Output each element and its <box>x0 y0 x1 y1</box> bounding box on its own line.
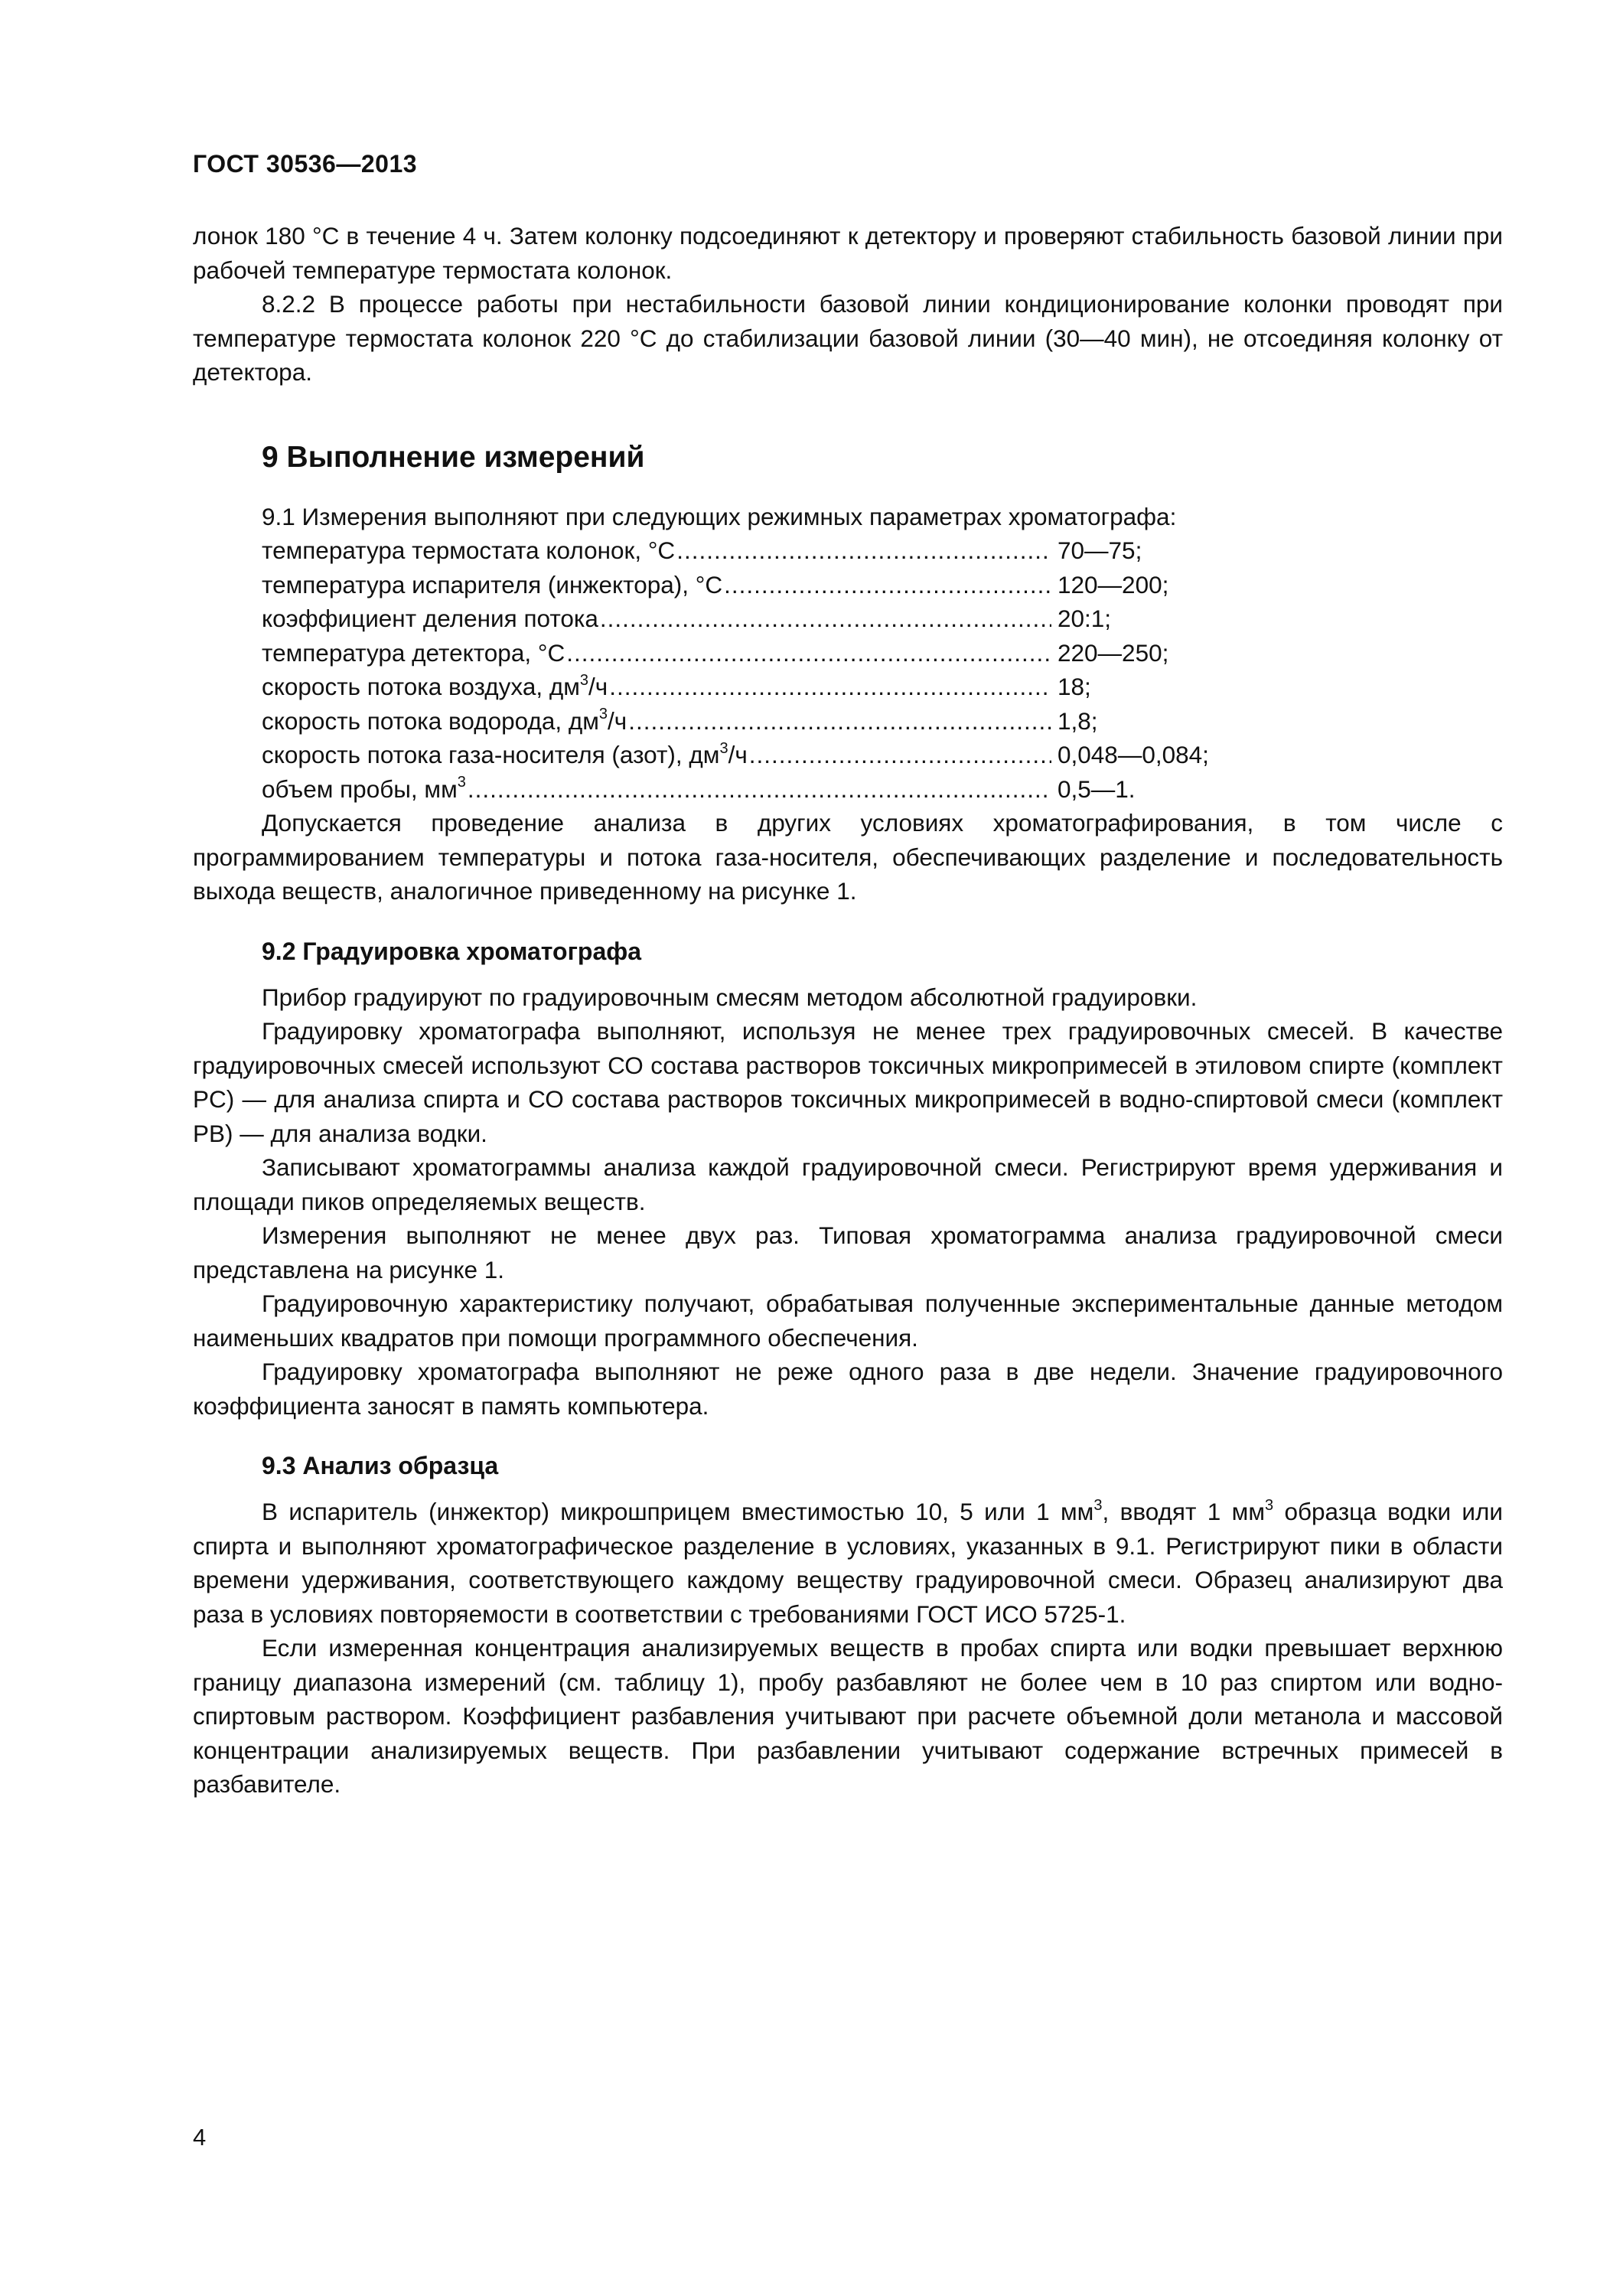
parameter-label-text: температура термостата колонок, °С <box>262 536 676 564</box>
parameter-value: 220—250; <box>1058 638 1169 667</box>
parameter-label <box>262 568 722 602</box>
parameter-row <box>262 738 1241 772</box>
dot-leader <box>724 568 1051 602</box>
dot-leader <box>600 602 1051 636</box>
parameter-label-text: температура детектора, °С <box>262 638 565 667</box>
parameter-label <box>262 533 675 568</box>
parameter-value: 0,5—1. <box>1058 775 1136 803</box>
parameter-row <box>262 602 1241 636</box>
text-segment: В испаритель (инжектор) микрошприцем вместимостью 10, 5 или 1 мм <box>262 1498 1094 1525</box>
paragraph-9-2-5: Градуировочную характеристику получают, обрабатывая полученные экспериментальные данные методом наименьших квадратов при помощи программного обеспечения. <box>193 1290 1503 1352</box>
paragraph-9-2-3: Записывают хроматограммы анализа каждой градуировочной смеси. Регистрируют время удерживания и площади пиков определяемых веществ. <box>193 1153 1503 1215</box>
dot-leader <box>468 772 1051 807</box>
parameter-label-tail: /ч <box>588 673 608 700</box>
parameter-label-text: коэффициент деления потока <box>262 605 598 632</box>
parameter-label-superscript: 3 <box>579 671 589 689</box>
dot-leader <box>609 670 1051 704</box>
parameter-row <box>262 670 1241 704</box>
parameter-label-superscript: 3 <box>719 739 728 757</box>
section-9-2-title: 9.2 Градуировка хроматографа <box>262 937 642 965</box>
parameter-list <box>262 533 1241 806</box>
parameter-row <box>262 636 1241 670</box>
parameter-label <box>262 772 466 807</box>
parameter-label <box>262 738 748 772</box>
standard-header: ГОСТ 30536—2013 <box>193 150 418 178</box>
paragraph-9-2-2: Градуировку хроматографа выполняют, используя не менее трех градуировочных смесей. В качестве градуировочных смесей используют СО состава растворов токсичных микропримесей в этиловом спирте (комплект PC) — для анализа спирта и СО состава растворов токсичных микропримесей в водно-спиртовой смеси (комплект РВ) — для анализа водки. <box>193 1017 1503 1147</box>
parameter-label <box>262 704 627 739</box>
paragraph-continuation: лонок 180 °С в течение 4 ч. Затем колонку подсоединяют к детектору и проверяют стабильность базовой линии при рабочей температуре термостата колонок. <box>193 222 1503 284</box>
paragraph-8-2-2: 8.2.2 В процессе работы при нестабильности базовой линии кондиционирование колонки проводят при температуре термостата колонок 220 °С до стабилизации базовой линии (30—40 мин), не отсоединяя колонку от детектора. <box>193 290 1503 386</box>
parameter-row <box>262 772 1241 807</box>
parameter-value: 20:1; <box>1058 605 1112 632</box>
paragraph-9-1-intro: 9.1 Измерения выполняют при следующих режимных параметрах хроматографа: <box>262 502 1177 530</box>
parameter-label <box>262 670 608 704</box>
section-9-3-title: 9.3 Анализ образца <box>262 1452 499 1479</box>
paragraph-9-3-1 <box>193 1495 1503 1631</box>
section-9-title: 9 Выполнение измерений <box>262 440 645 474</box>
document-body <box>193 219 1503 1802</box>
dot-leader <box>628 704 1051 739</box>
text-segment: образца водки или спирта и выполняют хроматографическое разделение в условиях, указанных в 9.1. Регистрируют пики в области времени удерживания, соответствующего каждому веществу градуировочной смеси. Образец анализируют два раза в условиях повторяемости в соответствии с требованиями ГОСТ ИСО 5725-1. <box>193 1498 1504 1628</box>
parameter-value: 0,048—0,084; <box>1058 741 1209 768</box>
parameter-row <box>262 704 1241 739</box>
parameter-label-tail: /ч <box>608 706 627 735</box>
parameter-row <box>262 568 1241 602</box>
parameter-value: 18; <box>1058 673 1091 700</box>
superscript: 3 <box>1093 1496 1103 1514</box>
parameter-label-text: скорость потока водорода, дм <box>262 706 599 735</box>
superscript: 3 <box>1264 1496 1274 1514</box>
parameter-label-superscript: 3 <box>457 774 466 791</box>
parameter-value: 120—200; <box>1058 570 1169 598</box>
parameter-label-text: объем пробы, мм <box>262 775 458 803</box>
parameter-label-text: температура испарителя (инжектора), °С <box>262 570 723 598</box>
parameter-value: 70—75; <box>1058 536 1142 564</box>
dot-leader <box>566 636 1051 670</box>
parameter-value: 1,8; <box>1058 706 1098 735</box>
paragraph-9-3-2: Если измеренная концентрация анализируемых веществ в пробах спирта или водки превышает верхнюю границу диапазона измерений (см. таблицу 1), пробу разбавляют не более чем в 10 раз спиртом или водно-спиртовым раствором. Коэффициент разбавления учитывают при расчете объемной доли метанола и массовой концентрации анализируемых веществ. При разбавлении учитывают содержание встречных примесей в разбавителе. <box>193 1634 1503 1798</box>
dot-leader <box>676 533 1051 568</box>
parameter-row <box>262 533 1241 568</box>
dot-leader <box>749 738 1051 772</box>
parameter-label-text: скорость потока газа-носителя (азот), дм <box>262 741 720 768</box>
parameter-label-text: скорость потока воздуха, дм <box>262 673 580 700</box>
parameter-label-superscript: 3 <box>598 706 608 722</box>
paragraph-9-2-4: Измерения выполняют не менее двух раз. Типовая хроматограмма анализа градуировочной смеси представлена на рисунке 1. <box>193 1221 1503 1283</box>
parameter-label <box>262 602 598 636</box>
page-number: 4 <box>193 2124 207 2151</box>
text-segment: , вводят 1 мм <box>1102 1498 1265 1525</box>
parameter-label-tail: /ч <box>728 741 748 768</box>
paragraph-9-1-allowance: Допускается проведение анализа в других условиях хроматографирования, в том числе с программированием температуры и потока газа-носителя, обеспечивающих разделение и последовательность выхода веществ, аналогичное приведенному на рисунке 1. <box>193 809 1503 905</box>
parameter-label <box>262 636 565 670</box>
paragraph-9-2-6: Градуировку хроматографа выполняют не реже одного раза в две недели. Значение градуировочного коэффициента заносят в память компьютера. <box>193 1358 1503 1420</box>
paragraph-9-2-1: Прибор градуируют по градуировочным смесям методом абсолютной градуировки. <box>262 983 1198 1011</box>
